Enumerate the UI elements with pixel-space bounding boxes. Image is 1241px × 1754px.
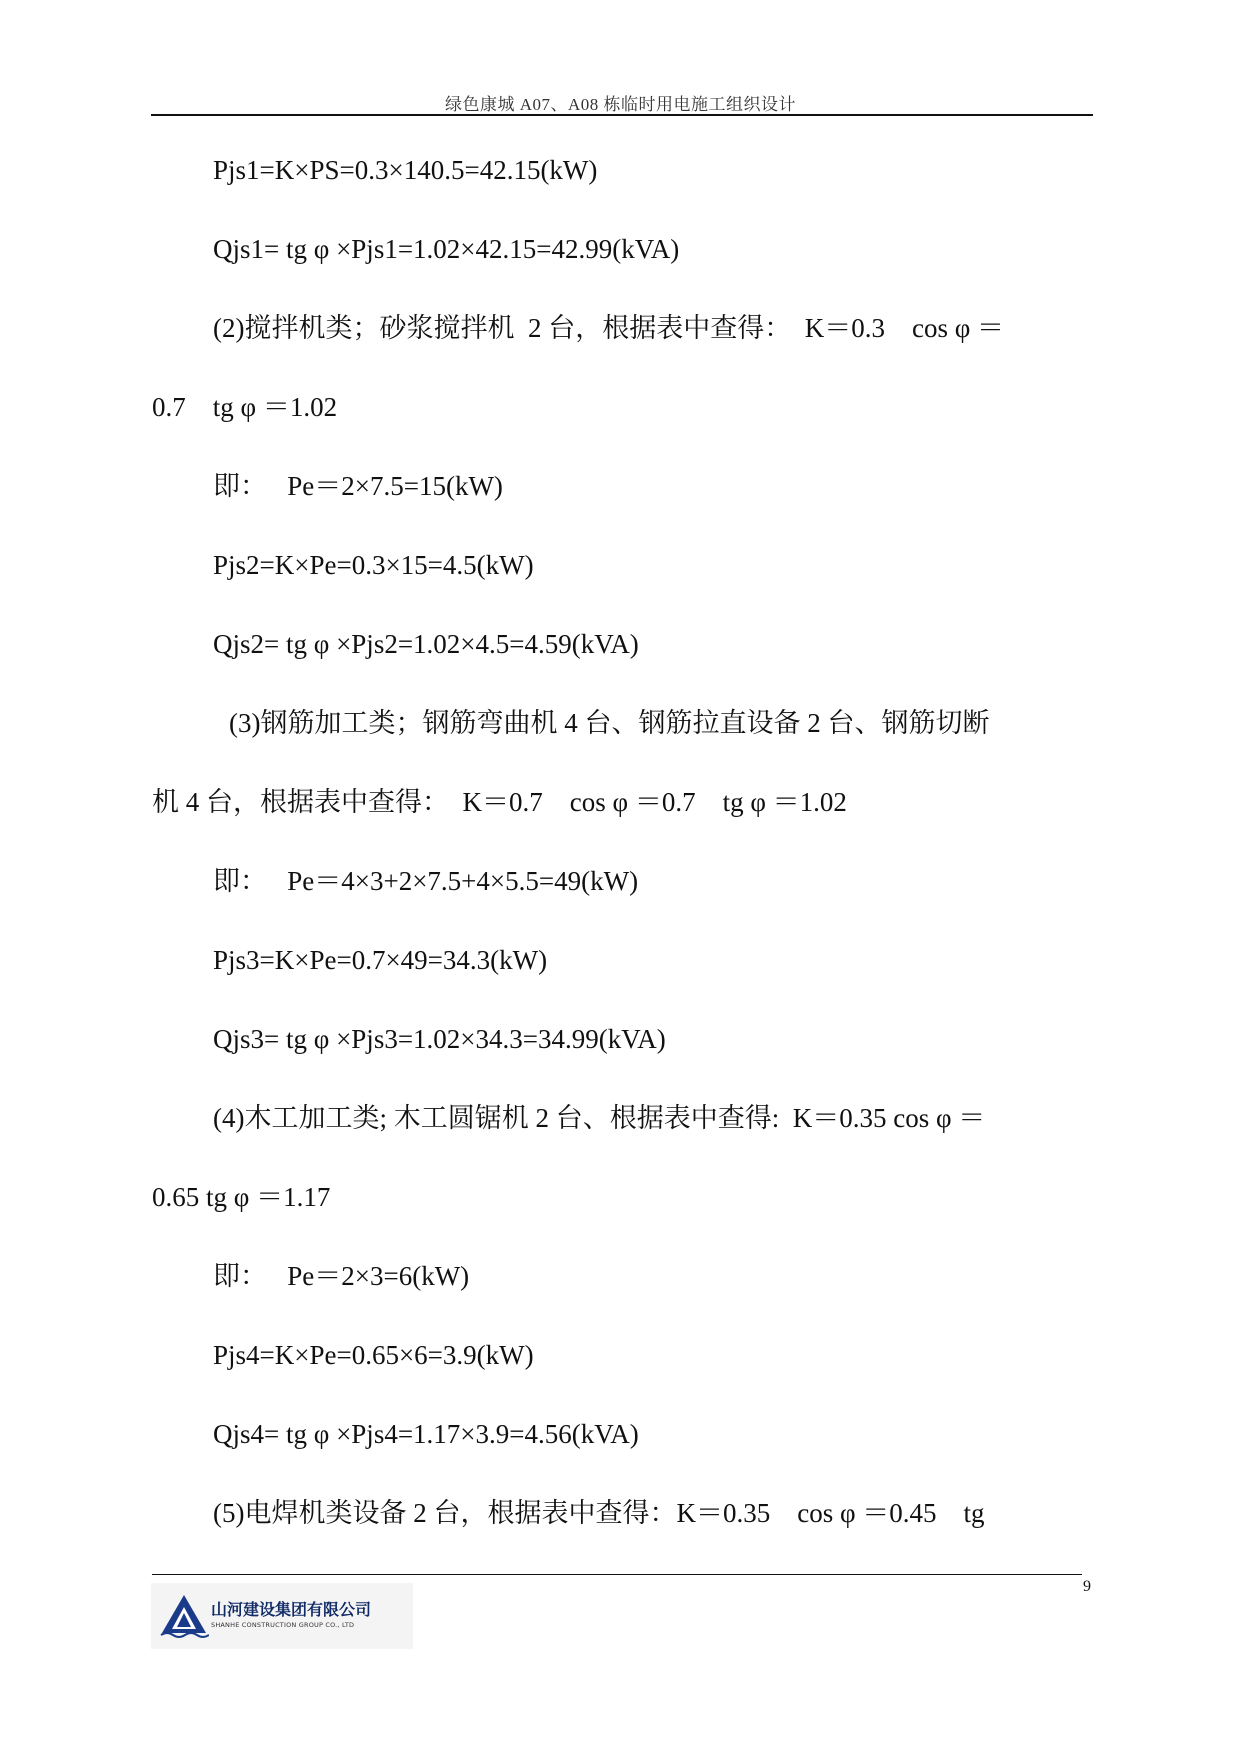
body-line: (5)电焊机类设备 2 台，根据表中查得：K＝0.35 cos φ ＝0.45 tg — [213, 1498, 985, 1528]
body-line: 即： Pe＝2×7.5=15(kW) — [213, 471, 503, 501]
body-line: Qjs2= tg φ ×Pjs2=1.02×4.5=4.59(kVA) — [213, 629, 639, 659]
body-line: (2)搅拌机类；砂浆搅拌机 2 台，根据表中查得： K＝0.3 cos φ ＝ — [213, 313, 1005, 343]
body-line: Qjs3= tg φ ×Pjs3=1.02×34.3=34.99(kVA) — [213, 1024, 666, 1054]
logo-company-name-en: SHANHE CONSTRUCTION GROUP CO., LTD — [211, 1621, 355, 1629]
page-number: 9 — [1083, 1578, 1091, 1595]
company-logo — [151, 1583, 413, 1649]
body-line: 0.7 tg φ ＝1.02 — [152, 392, 338, 422]
body-line: 机 4 台，根据表中查得： K＝0.7 cos φ ＝0.7 tg φ ＝1.02 — [152, 787, 847, 817]
document-header-title: 绿色康城 A07、A08 栋临时用电施工组织设计 — [444, 95, 797, 114]
logo-company-name-cn: 山河建设集团有限公司 — [211, 1600, 372, 1619]
body-line: Pjs3=K×Pe=0.7×49=34.3(kW) — [213, 945, 548, 975]
body-line: 即： Pe＝2×3=6(kW) — [213, 1261, 470, 1291]
header-divider — [151, 114, 1093, 116]
body-line: (4)木工加工类; 木工圆锯机 2 台、根据表中查得: K＝0.35 cos φ ＝ — [213, 1103, 986, 1133]
body-line: Pjs1=K×PS=0.3×140.5=42.15(kW) — [213, 155, 598, 185]
body-line: Pjs4=K×Pe=0.65×6=3.9(kW) — [213, 1340, 534, 1370]
body-line: Qjs4= tg φ ×Pjs4=1.17×3.9=4.56(kVA) — [213, 1419, 639, 1449]
mountain-logo-icon — [159, 1591, 209, 1639]
footer-divider — [152, 1574, 1082, 1575]
body-line: (3)钢筋加工类；钢筋弯曲机 4 台、钢筋拉直设备 2 台、钢筋切断 — [229, 708, 990, 738]
body-line: Qjs1= tg φ ×Pjs1=1.02×42.15=42.99(kVA) — [213, 234, 680, 264]
body-line: 0.65 tg φ ＝1.17 — [152, 1182, 331, 1212]
body-line: 即： Pe＝4×3+2×7.5+4×5.5=49(kW) — [213, 866, 639, 896]
body-line: Pjs2=K×Pe=0.3×15=4.5(kW) — [213, 550, 534, 580]
